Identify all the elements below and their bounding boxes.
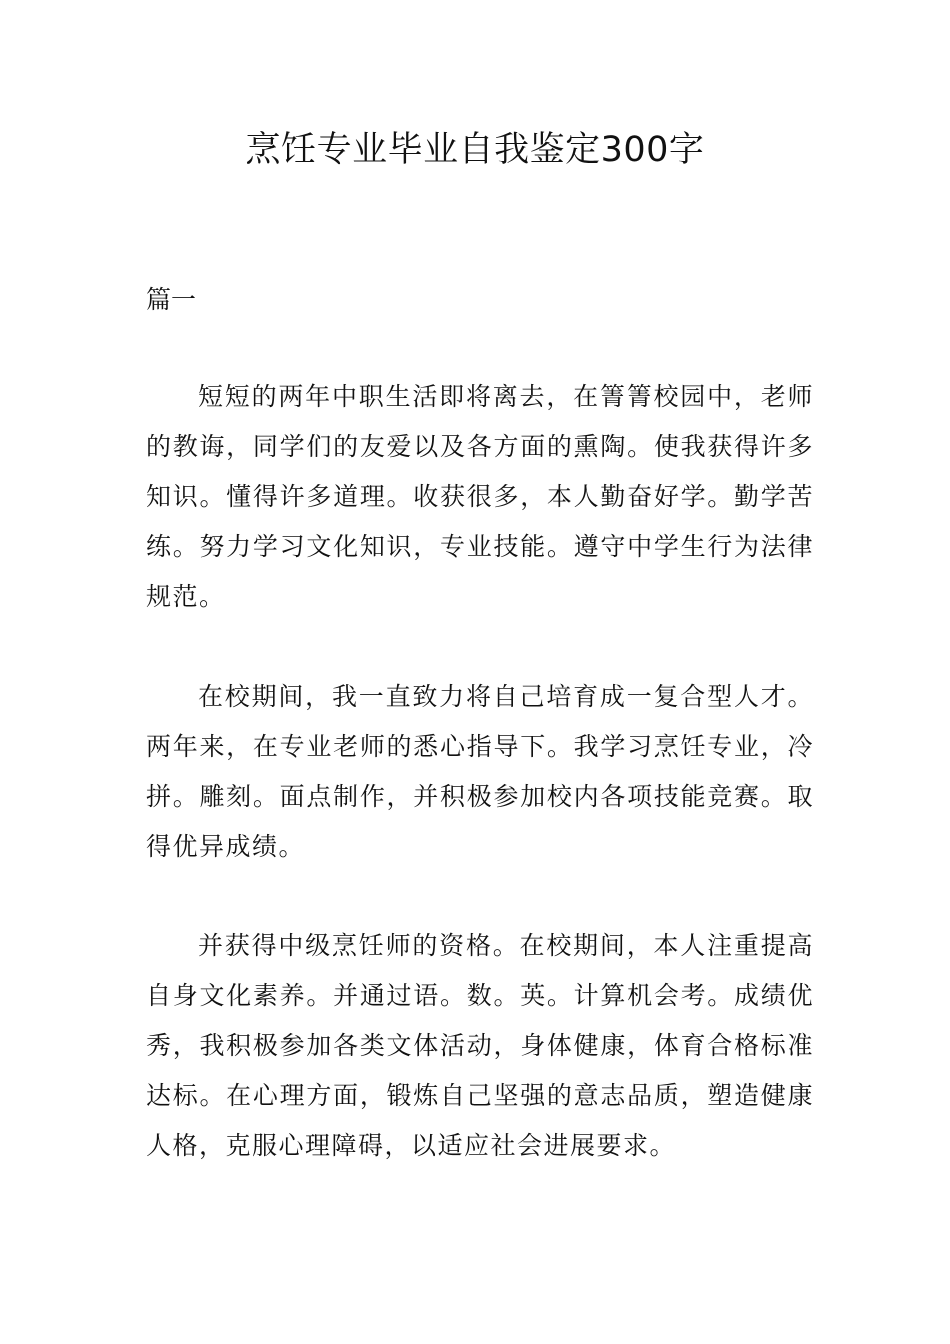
paragraph-3: 并获得中级烹饪师的资格。在校期间，本人注重提高自身文化素养。并通过语。数。英。计算机会考。成绩优秀，我积极参加各类文体活动，身体健康，体育合格标准达标。在心理方面，锻炼自己坚强的意志品质，塑造健康人格，克服心理障碍，以适应社会进展要求。 (146, 931, 814, 1160)
document-title: 烹饪专业毕业自我鉴定300字 (245, 130, 705, 170)
paragraph-2: 在校期间，我一直致力将自己培育成一复合型人才。两年来，在专业老师的悉心指导下。我学习烹饪专业，冷拼。雕刻。面点制作，并积极参加校内各项技能竞赛。取得优异成绩。 (146, 682, 814, 861)
paragraph-1: 短短的两年中职生活即将离去，在箐箐校园中，老师的教诲，同学们的友爱以及各方面的熏陶。使我获得许多知识。懂得许多道理。收获很多，本人勤奋好学。勤学苦练。努力学习文化知识，专业技能。遵守中学生行为法律规范。 (146, 382, 814, 611)
section-label: 篇一 (146, 285, 197, 314)
